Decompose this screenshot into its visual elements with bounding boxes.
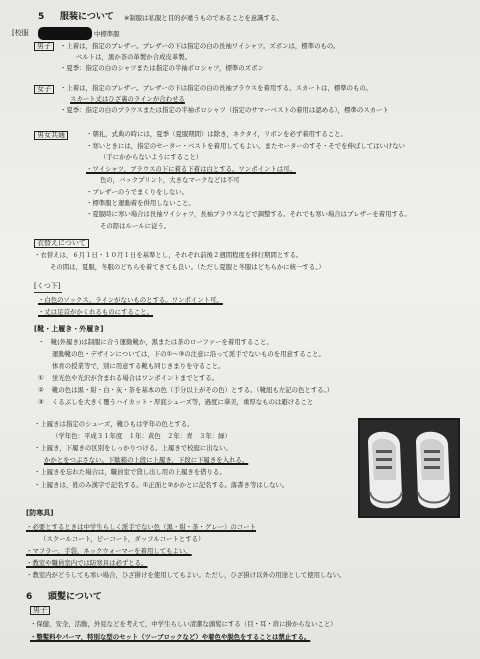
shoes-line-5: 靴の色は黒・紺・白・灰・茶を基本の色（手分以上がその色）とする。（靴紐も左記の色とする。） [52, 386, 334, 394]
common-line-3: （手にかからないようにすること） [100, 153, 203, 161]
upper-line-2: （学年色：平成３１年度 １年：黄色 ２年：青 ３年：緑） [52, 432, 231, 440]
section-5-note: ※制服は私服と目的が違うものであることを意識する。 [124, 14, 283, 22]
common-line-2: ・寒いときには，指定のセーター・ベストを着用してもよい。またセーターのすそ・そでを伸ばしてはいけない [86, 142, 406, 150]
cold-line-2: （スクールコート，ピーコート，ダッフルコートとする） [40, 535, 205, 543]
shoes-line-4: 蛍光色や光沢が含まれる場合はワンポイントまでとする。 [52, 374, 219, 382]
boys-label: 男子 [34, 42, 54, 51]
socks-line-2: ・丈は足首がかくれるものにすること。 [38, 308, 154, 316]
girls-line-1: ・上着は，指定のブレザー。ブレザーの下は指定の白の長袖ブラウスを着用する。スカートは，標準のもの。 [60, 84, 372, 92]
cold-line-1: ・必要とするときは中学生らしく派手でない色（黒・紺・茶・グレー）のコート [26, 523, 257, 531]
section-6-line-1: ・保健，安全，活動，外見などを考えて，中学生らしい清潔な頭髪にする（目・耳・肩に掛からないこと） [30, 620, 337, 628]
upper-line-1: ・上履きは指定のシューズ，靴ひもは学年の色とする。 [34, 420, 194, 428]
shoes-line-2: 運動靴の色・デザインについては，下の①～③の注意に沿って派手でないものを用意すること。 [52, 350, 325, 358]
common-line-7: ・標準服と運動着を併用しないこと。 [86, 199, 195, 207]
cold-line-4: ・教室や職員室内では防寒具は必ずとる。 [26, 559, 148, 567]
section-6-title: 頭髪について [48, 592, 102, 602]
section-6-boys-label: 男子 [30, 606, 50, 615]
shoes-line-4-marker: ① [38, 374, 44, 382]
section-5-title: 服装について [60, 12, 114, 22]
boys-line-2: ベルトは，黒か茶の革製か合成皮革製。 [76, 53, 192, 61]
shoes-line-6-marker: ③ [38, 398, 44, 406]
cold-title: [防寒具] [26, 509, 54, 517]
common-label: 男女共通 [34, 131, 68, 140]
boys-line-1: ・上着は，指定のブレザー。ブレザーの下は指定の白の長袖ワイシャツ。ズボンは，標準のもの。 [60, 42, 340, 50]
common-line-4: ・ワイシャツ，ブラウスの下に着る下着は白とする。ワンポイントは可。 [86, 165, 296, 173]
upper-line-3: ・上履き，下履きの区別をしっかりつける。上履きで校庭に出ない。 [34, 444, 232, 452]
girls-line-2: スカート丈はひざ裏のラインが合わせる [70, 95, 185, 103]
girls-label: 女子 [34, 85, 54, 94]
common-line-6: ・ブレザーのうでまくりをしない。 [86, 188, 188, 196]
girls-line-3: ・夏季：指定の白のブラウスまたは指定の半袖ポロシャツ（指定のサマーベストの着用は認める），標準のスカート [60, 106, 389, 114]
upper-line-5: ・上履きを忘れた場合は，職員室で貸し出し用の上履きを借りる。 [34, 468, 226, 476]
school-label-rest: 中標準服 [94, 30, 120, 38]
upper-line-6: ・上履きは，姓のみ漢字で記名する。①正面と②かかとに記名する。落書き等はしない。 [34, 481, 289, 489]
change-line-1: ・衣替えは，６月１日・１０月１日を基準とし，それぞれ前後２週間程度を移行期間とする。 [34, 251, 303, 259]
common-line-1: ・朝礼，式典の時には，夏季（夏服期間）は除き，ネクタイ，リボンを必ず着用すること。 [86, 130, 347, 138]
socks-title: [くつ下] [34, 282, 61, 290]
shoes-line-1: ・ 靴(外履き)は制服に合う運動靴か，黒または茶のローファーを着用すること。 [38, 338, 273, 346]
shoes-line-6: くるぶしを大きく覆うハイカット・厚底シューズ等，過度に華美，重厚なものは避けること [52, 398, 314, 406]
common-line-9: その際はルールに従う。 [100, 222, 171, 230]
left-shoe-icon [368, 432, 402, 509]
common-line-8: ・夏服時に寒い場合は長袖ワイシャツ，長袖ブラウスなどで調整する。それでも寒い場合はブレザーを着用する。 [86, 210, 411, 218]
shoes-photo [358, 418, 460, 518]
cold-line-3: ・マフラー，手袋，ネックウォーマーを着用してもよい。 [26, 547, 192, 555]
school-label: [校服 [12, 29, 29, 37]
right-shoe-icon [416, 432, 450, 509]
common-line-5: 色の，バックプリント，大きなマークなどは不可 [100, 176, 240, 184]
change-title: 衣替えについて [34, 239, 89, 248]
upper-line-4: かかとをつぶさない。下駄箱の上段に上履き，下段に下履きを入れる。 [44, 456, 249, 464]
section-6-number: 6 [26, 592, 33, 602]
socks-title-underline [34, 292, 62, 293]
change-line-2: その間は，夏服，冬服のどちらを着てきても良い。（ただし夏服と冬服はどちらかに統一する。） [50, 263, 325, 271]
socks-line-1: ・白色のソックス。ラインがないものとする。ワンポイント可。 [38, 296, 223, 304]
shoes-line-3: 体育の授業等で，別に用意する靴も同じきまりを守ること。 [52, 362, 225, 370]
cold-line-5: ・教室内がどうしても寒い場合，ひざ掛けを使用してもよい。ただし，ひざ掛け以外の用途として使用しない。 [26, 571, 346, 579]
boys-line-3: ・夏季：指定の白のシャツまたは指定の半袖ポロシャツ，標準のズボン [60, 64, 264, 72]
section-6-line-2: ・整髪料やパーマ，特別な型のセット（ツーブロックなど）や着色や脱色をすることは禁止する。 [30, 633, 311, 641]
shoes-line-5-marker: ② [38, 386, 44, 394]
shoes-title: [靴・上履き・外履き] [34, 325, 104, 333]
section-5-number: 5 [38, 12, 45, 22]
redaction-blob [38, 27, 92, 40]
